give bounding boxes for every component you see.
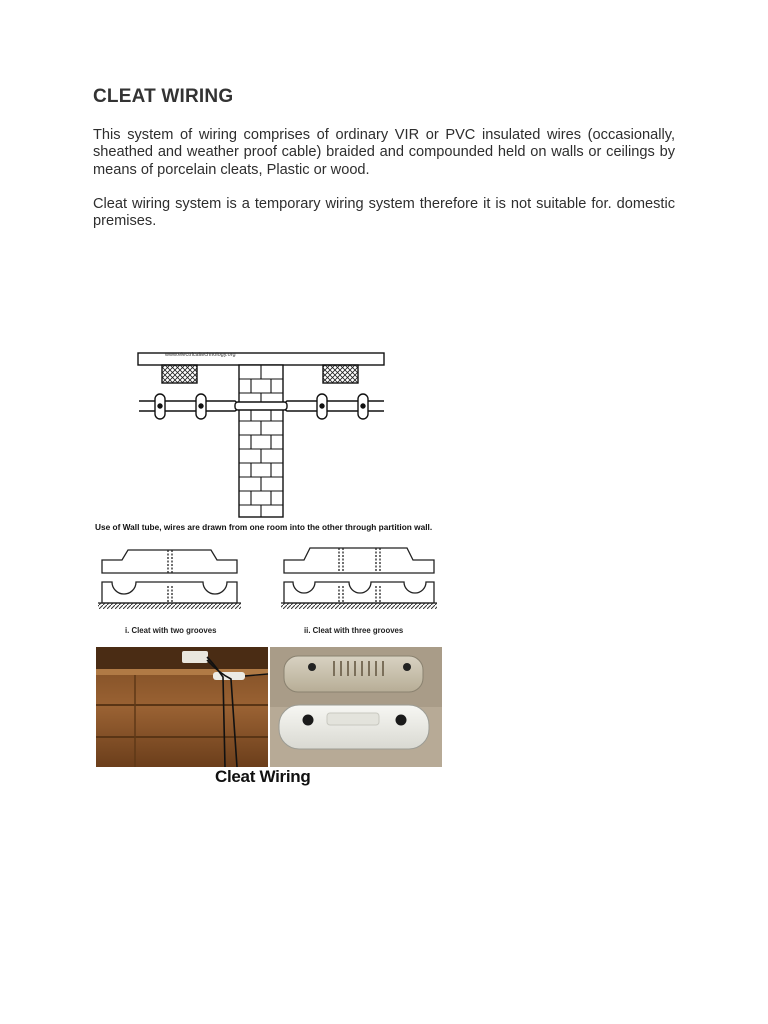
cleat-wiring-photo-wall: [96, 647, 268, 767]
two-grooves-caption: i. Cleat with two grooves: [125, 626, 217, 635]
photo-caption: Cleat Wiring: [215, 767, 311, 786]
cleat-three-grooves-diagram: [281, 548, 437, 609]
cleat-wiring-photo-porcelain: [270, 647, 442, 767]
intro-paragraph: This system of wiring comprises of ordinary VIR or PVC insulated wires (occasionally, sheathed and weather proof cable) braided and compounded held on walls or ceilings by means of porcelain cleats, Plastic or wood.: [93, 127, 675, 178]
cleat-wiring-illustration: [95, 345, 445, 795]
wall-tube-diagram: [138, 353, 384, 517]
wall-tube-caption: Use of Wall tube, wires are drawn from one room into the other through partition wall.: [95, 522, 433, 532]
watermark-text: www.electricaltechnology.org: [165, 352, 236, 358]
note-paragraph: Cleat wiring system is a temporary wiring system therefore it is not suitable for. domestic premises.: [93, 196, 675, 230]
three-grooves-caption: ii. Cleat with three grooves: [304, 626, 404, 635]
cleat-wiring-figure: [95, 345, 445, 795]
cleat-two-grooves-diagram: [98, 550, 241, 609]
page-title: CLEAT WIRING: [93, 86, 234, 107]
